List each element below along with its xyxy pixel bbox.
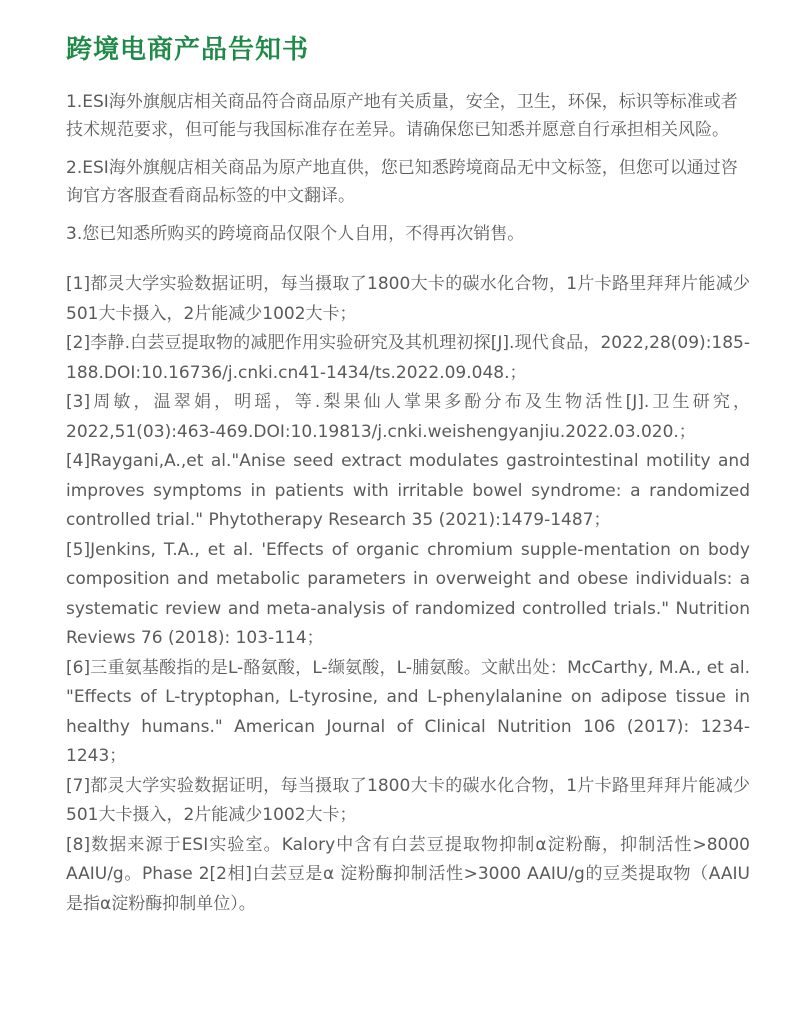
- reference-list: [66, 270, 750, 919]
- reference-5: [5]Jenkins, T.A., et al. 'Effects of organic chromium supple-mentation on body composition and metabolic parameters in overweight and obese individuals: a systematic review and meta-analysis of randomized controlled trials." Nutrition Reviews 76 (2018): 103-114；: [66, 539, 750, 648]
- reference-8: [8]数据来源于ESI实验室。Kalory中含有白芸豆提取物抑制α淀粉酶，抑制活性>8000 AAIU/g。Phase 2[2相]白芸豆是α 淀粉酶抑制活性>3000 AAIU/g的豆类提取物（AAIU是指α淀粉酶抑制单位）。: [66, 834, 750, 914]
- reference-7: [7]都灵大学实验数据证明，每当摄取了1800大卡的碳水化合物，1片卡路里拜拜片能减少501大卡摄入，2片能减少1002大卡；: [66, 775, 750, 825]
- reference-6: [6]三重氨基酸指的是L-酪氨酸，L-缬氨酸，L-脯氨酸。文献出处：McCarthy, M.A., et al. "Effects of L-tryptophan, L-tyrosine, and L-phenylalanine on adipose tissue in healthy humans." American Journal of Clinical Nutrition 106 (2017): 1234-1243；: [66, 657, 750, 766]
- notice-list: [66, 88, 750, 248]
- reference-3: [3]周敏，温翠娟，明瑶，等.梨果仙人掌果多酚分布及生物活性[J].卫生研究，2022,51(03):463-469.DOI:10.19813/j.cnki.weishengyanjiu.2022.03.020.；: [66, 392, 750, 442]
- page-title: 跨境电商产品告知书: [66, 35, 310, 65]
- notice-item-3: 3.您已知悉所购买的跨境商品仅限个人自用，不得再次销售。: [66, 224, 525, 244]
- reference-2: [2]李静.白芸豆提取物的减肥作用实验研究及其机理初探[J].现代食品，2022,28(09):185-188.DOI:10.16736/j.cnki.cn41-1434/ts.2022.09.048.；: [66, 333, 750, 383]
- reference-1: [1]都灵大学实验数据证明，每当摄取了1800大卡的碳水化合物，1片卡路里拜拜片能减少501大卡摄入，2片能减少1002大卡；: [66, 274, 750, 324]
- reference-4: [4]Raygani,A.,et al."Anise seed extract modulates gastrointestinal motility and improves symptoms in patients with irritable bowel syndrome: a randomized controlled trial." Phytotherapy Research 35 (2021):1479-1487；: [66, 451, 750, 530]
- notice-item-2: 2.ESI海外旗舰店相关商品为原产地直供，您已知悉跨境商品无中文标签，但您可以通过咨询官方客服查看商品标签的中文翻译。: [66, 158, 738, 206]
- notice-item-1: 1.ESI海外旗舰店相关商品符合商品原产地有关质量，安全，卫生，环保，标识等标准或者技术规范要求，但可能与我国标准存在差异。请确保您已知悉并愿意自行承担相关风险。: [66, 92, 738, 140]
